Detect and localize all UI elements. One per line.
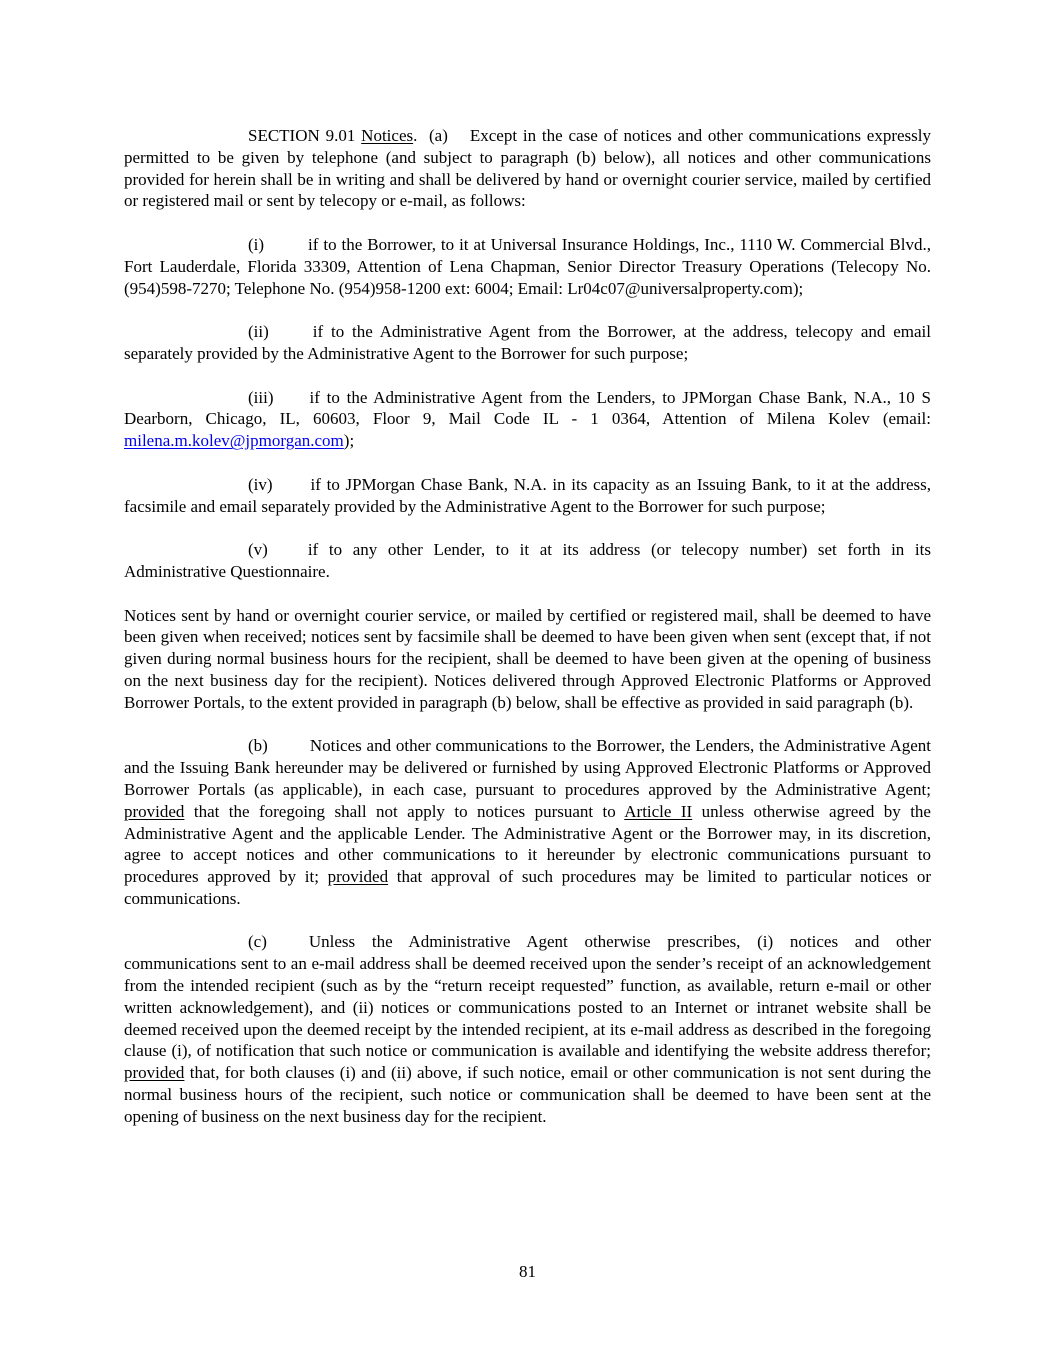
- section-heading: SECTION 9.01: [248, 126, 356, 145]
- clause-iv-label: (iv): [248, 474, 273, 494]
- provided-term-3: provided: [124, 1063, 185, 1083]
- provided-term-1: provided: [124, 801, 185, 821]
- clause-iii-after: );: [343, 431, 355, 451]
- paragraph-b-text-4: that approval of such procedures may be limited to particular notices or communications.: [124, 867, 931, 908]
- paragraph-c: [124, 931, 931, 1127]
- clause-v: [124, 539, 931, 583]
- clause-v-label: (v): [248, 540, 268, 560]
- paragraph-b-text-3: unless otherwise agreed by the Administrative Agent and the applicable Lender. The Administrative Agent or the Borrower may, in its discretion, agree to accept notices and other communications to it hereunder by electronic communications pursuant to procedures approved by it;: [124, 801, 931, 887]
- clause-iv: [124, 474, 931, 518]
- article-ii-reference: Article II: [624, 801, 693, 821]
- paragraph-label-a: (a): [429, 126, 448, 145]
- paragraph-a-text: Except in the case of notices and other communications expressly permitted to be given by telephone (and subject to paragraph (b) below), all notices and other communications provided for herein shall be in writing and shall be delivered by hand or overnight courier service, mailed by certified or registered mail or sent by telecopy or e-mail, as follows:: [124, 126, 932, 211]
- clause-i-label: (i): [248, 234, 265, 254]
- paragraph-c-label: (c): [248, 932, 267, 952]
- section-9-01-paragraph-a: SECTION 9.01 Notices. (a) Except in the case of notices and other communications expressly permitted to be given by telephone (and subject to paragraph (b) below), all notices and other communications provided for herein shall be in writing and shall be delivered by hand or overnight courier service, mailed by certified or registered mail or sent by telecopy or e-mail, as follows:: [124, 126, 932, 211]
- paragraph-c-text-1: Unless the Administrative Agent otherwise prescribes, (i) notices and other communications sent to an e-mail address shall be deemed received upon the sender’s receipt of an acknowledgement from the intended recipient (such as by the “return receipt requested” function, as available, return e-mail or other written acknowledgement), and (ii) notices or communications posted to an Internet or intranet website shall be deemed received upon the deemed receipt by the intended recipient, at its e-mail address as described in the foregoing clause (i), of notification that such notice or communication is available and identifying the website address therefor;: [124, 932, 931, 1061]
- provided-term-2: provided: [327, 867, 389, 887]
- paragraph-c-text-2: that, for both clauses (i) and (ii) above, if such notice, email or other communication is not sent during the normal business hours of the recipient, such notice or communication shall be deemed to have been sent at the opening of business on the next business day for the recipient.: [124, 1063, 931, 1126]
- paragraph-b-text-1: Notices and other communications to the Borrower, the Lenders, the Administrative Agent and the Issuing Bank hereunder may be delivered or furnished by using Approved Electronic Platforms or Approved Borrower Portals (as applicable), in each case, pursuant to procedures approved by the Administrative Agent;: [124, 736, 931, 799]
- page-number: 81: [519, 1262, 536, 1281]
- clause-iv-text: if to JPMorgan Chase Bank, N.A. in its capacity as an Issuing Bank, to it at the address, facsimile and email separately provided by the Administrative Agent to the Borrower for such purpose;: [124, 474, 931, 516]
- paragraph-b-text-2: that the foregoing shall not apply to notices pursuant to: [184, 801, 625, 821]
- paragraph-b: [124, 735, 931, 909]
- clause-iii-text: if to the Administrative Agent from the Lenders, to JPMorgan Chase Bank, N.A., 10 S Dearborn, Chicago, IL, 60603, Floor 9, Mail Code IL - 1 0364, Attention of Milena Kolev (email:: [124, 387, 931, 429]
- clause-ii-text: if to the Administrative Agent from the Borrower, at the address, telecopy and email separately provided by the Administrative Agent to the Borrower for such purpose;: [124, 322, 931, 363]
- clause-iii-label: (iii): [248, 387, 274, 407]
- paragraph-b-label: (b): [248, 736, 268, 756]
- section-title: Notices: [361, 126, 414, 145]
- document-page: [124, 125, 931, 1149]
- clause-ii-label: (ii): [248, 322, 269, 342]
- notices-delivery-paragraph: Notices sent by hand or overnight courier service, or mailed by certified or registered mail, shall be deemed to have been given when received; notices sent by facsimile shall be deemed to have been given when sent (except that, if not given during normal business hours for the recipient, shall be deemed to have been given at the opening of business on the next business day for the recipient). Notices delivered through Approved Electronic Platforms or Approved Borrower Portals, to the extent provided in paragraph (b) below, shall be effective as provided in said paragraph (b).: [124, 605, 931, 712]
- email-link-milena-kolev[interactable]: milena.m.kolev@jpmorgan.com: [124, 431, 344, 451]
- clause-v-text: if to any other Lender, to it at its address (or telecopy number) set forth in its Administrative Questionnaire.: [124, 540, 931, 581]
- clause-iii: [124, 387, 931, 452]
- clause-i-text: if to the Borrower, to it at Universal Insurance Holdings, Inc., 1110 W. Commercial Blvd., Fort Lauderdale, Florida 33309, Attention of Lena Chapman, Senior Director Treasury Operations (Telecopy No. (954)598-7270; Telephone No. (954)958-1200 ext: 6004; Email: Lr04c07@universalproperty.com);: [124, 234, 931, 298]
- clause-i: [124, 234, 931, 299]
- clause-ii: [124, 321, 931, 365]
